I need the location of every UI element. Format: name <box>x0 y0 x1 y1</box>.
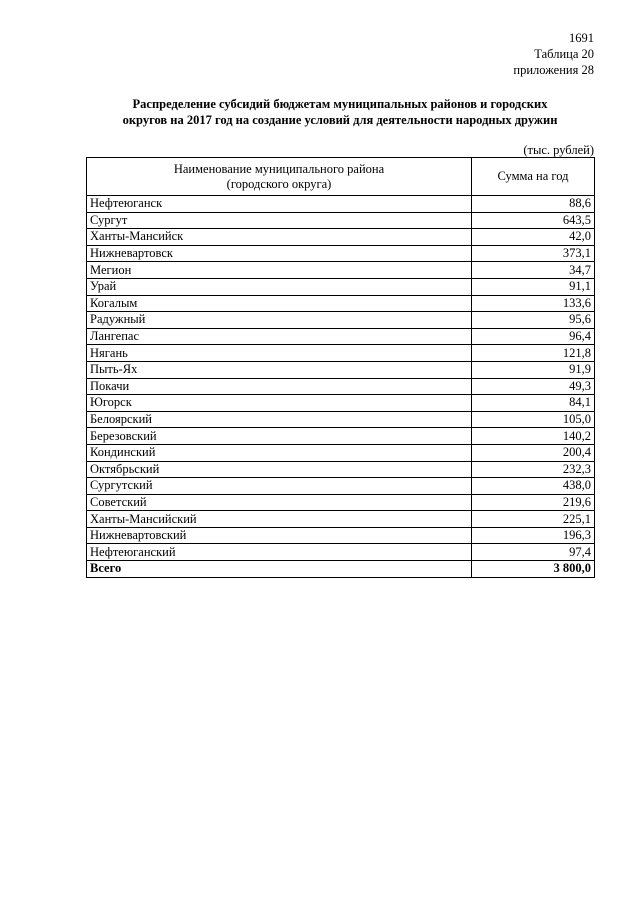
table-row <box>87 544 595 561</box>
table-row <box>87 196 595 213</box>
district-name: Ханты-Мансийск <box>87 229 472 246</box>
amount-value: 121,8 <box>472 345 595 362</box>
amount-value: 219,6 <box>472 494 595 511</box>
amount-value: 373,1 <box>472 245 595 262</box>
table-label: Таблица 20 <box>534 47 594 61</box>
district-name: Кондинский <box>87 444 472 461</box>
column-header-amount: Сумма на год <box>472 158 595 196</box>
district-name: Советский <box>87 494 472 511</box>
district-name: Нижневартовск <box>87 245 472 262</box>
district-name: Нягань <box>87 345 472 362</box>
table-row <box>87 229 595 246</box>
amount-value: 140,2 <box>472 428 595 445</box>
table-row <box>87 312 595 329</box>
table-row <box>87 245 595 262</box>
table-row <box>87 444 595 461</box>
amount-value: 643,5 <box>472 212 595 229</box>
district-name: Нефтеюганск <box>87 196 472 213</box>
amount-value: 232,3 <box>472 461 595 478</box>
district-name: Нижневартовский <box>87 527 472 544</box>
amount-value: 88,6 <box>472 196 595 213</box>
amount-value: 133,6 <box>472 295 595 312</box>
district-name: Ханты-Мансийский <box>87 511 472 528</box>
amount-value: 84,1 <box>472 395 595 412</box>
subsidy-table <box>86 157 595 578</box>
title-line-2: округов на 2017 год на создание условий для деятельности народных дружин <box>122 113 558 127</box>
district-name: Мегион <box>87 262 472 279</box>
table-row <box>87 428 595 445</box>
amount-value: 97,4 <box>472 544 595 561</box>
table-row <box>87 212 595 229</box>
table-row <box>87 511 595 528</box>
amount-value: 34,7 <box>472 262 595 279</box>
district-name: Лангепас <box>87 328 472 345</box>
table-row <box>87 345 595 362</box>
unit-label: (тыс. рублей) <box>523 143 594 157</box>
title-line-1: Распределение субсидий бюджетам муниципальных районов и городских <box>132 97 548 111</box>
amount-value: 95,6 <box>472 312 595 329</box>
table-row <box>87 278 595 295</box>
column-header-name-line1: Наименование муниципального района <box>173 161 385 176</box>
district-name: Покачи <box>87 378 472 395</box>
page-number: 1691 <box>569 31 594 45</box>
table-header-row <box>87 158 595 196</box>
total-label: Всего <box>87 561 472 578</box>
appendix-label: приложения 28 <box>513 63 594 77</box>
table-body <box>87 196 595 578</box>
table-row <box>87 378 595 395</box>
document-title <box>80 96 600 128</box>
table-row <box>87 527 595 544</box>
column-header-name <box>87 158 472 196</box>
district-name: Сургут <box>87 212 472 229</box>
amount-value: 49,3 <box>472 378 595 395</box>
table-row <box>87 262 595 279</box>
table-row <box>87 494 595 511</box>
district-name: Когалым <box>87 295 472 312</box>
amount-value: 196,3 <box>472 527 595 544</box>
amount-value: 42,0 <box>472 229 595 246</box>
table-row <box>87 411 595 428</box>
total-row <box>87 561 595 578</box>
amount-value: 225,1 <box>472 511 595 528</box>
total-value: 3 800,0 <box>472 561 595 578</box>
table-row <box>87 478 595 495</box>
amount-value: 200,4 <box>472 444 595 461</box>
district-name: Урай <box>87 278 472 295</box>
district-name: Белоярский <box>87 411 472 428</box>
district-name: Пыть-Ях <box>87 361 472 378</box>
table-row <box>87 461 595 478</box>
amount-value: 91,1 <box>472 278 595 295</box>
table-row <box>87 328 595 345</box>
district-name: Нефтеюганский <box>87 544 472 561</box>
table-row <box>87 361 595 378</box>
amount-value: 96,4 <box>472 328 595 345</box>
district-name: Радужный <box>87 312 472 329</box>
district-name: Березовский <box>87 428 472 445</box>
amount-value: 438,0 <box>472 478 595 495</box>
amount-value: 105,0 <box>472 411 595 428</box>
table-row <box>87 395 595 412</box>
district-name: Октябрьский <box>87 461 472 478</box>
district-name: Сургутский <box>87 478 472 495</box>
amount-value: 91,9 <box>472 361 595 378</box>
page-header <box>513 30 594 78</box>
district-name: Югорск <box>87 395 472 412</box>
column-header-name-line2: (городского округа) <box>226 176 332 191</box>
table-row <box>87 295 595 312</box>
